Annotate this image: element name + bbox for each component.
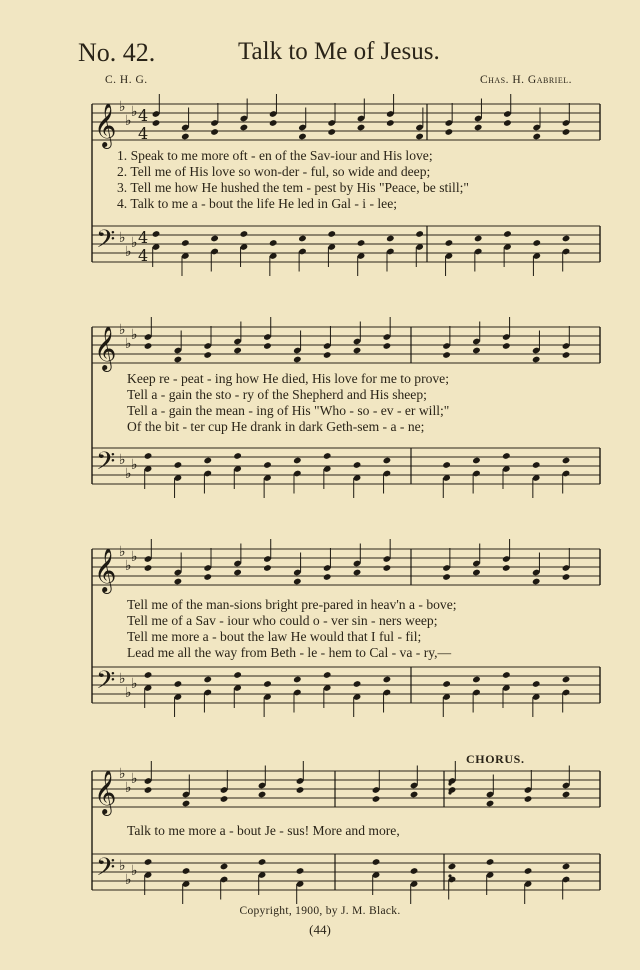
key-flat-icon: ♭ [125,780,132,796]
time-signature-bottom: 4 [138,246,149,265]
notehead [472,457,481,465]
notehead [263,680,272,688]
notehead [296,786,305,794]
notehead [152,230,161,238]
notehead [442,461,451,469]
notehead [502,342,511,350]
notehead [323,573,332,581]
lyric-line: Keep re - peat - ing how He died, His love for me to prove; [127,371,449,386]
notehead [524,795,533,803]
notehead [263,564,272,572]
copyright: Copyright, 1900, by J. M. Black. [239,905,401,917]
key-flat-icon: ♭ [125,558,132,574]
notehead [293,676,302,684]
notehead [383,564,392,572]
notehead [532,133,541,141]
notehead [203,676,212,684]
notehead [174,356,183,364]
treble-clef-icon: 𝄞 [94,770,117,814]
notehead [474,124,483,132]
notehead [233,452,242,460]
notehead [353,569,362,577]
key-flat-icon: ♭ [119,452,126,468]
chorus-label: CHORUS. [466,752,525,766]
key-flat-icon: ♭ [119,230,126,246]
treble-clef-icon: 𝄞 [94,326,117,370]
notehead [323,351,332,359]
notehead [503,230,512,238]
notehead [174,680,183,688]
notehead [502,564,511,572]
notehead [203,573,212,581]
lyric-line: Tell a - gain the mean - ing of His "Who - so - ev - er will;" [127,403,450,418]
notehead [203,351,212,359]
notehead [445,239,454,247]
notehead [323,671,332,679]
key-flat-icon: ♭ [125,685,132,701]
notehead [442,573,451,581]
treble-clef-icon: 𝄞 [94,548,117,592]
notehead [233,671,242,679]
lyric-line: 4. Talk to me a - bout the life He led in Gal - i - lee; [117,196,398,211]
notehead [144,342,153,350]
notehead [386,119,395,127]
notehead [472,569,481,577]
notehead [327,128,336,136]
notehead [203,457,212,465]
bass-clef-icon: 𝄢 [96,447,116,482]
notehead [296,867,305,875]
notehead [445,128,454,136]
lyric-line: 2. Tell me of His love so won-der - ful, so wide and deep; [117,164,431,179]
notehead [174,578,183,586]
notehead [386,235,395,243]
key-flat-icon: ♭ [125,466,132,482]
notehead [562,676,571,684]
notehead [323,452,332,460]
notehead [210,235,219,243]
notehead [532,356,541,364]
notehead [410,867,419,875]
lyric-line: Talk to me more a - bout Je - sus! More and more, [127,823,400,838]
notehead [383,457,392,465]
notehead [240,124,249,132]
notehead [372,858,381,866]
notehead [502,452,511,460]
lyric-line: Lead me all the way from Beth - le - hem to Cal - va - ry,— [127,645,452,660]
notehead [293,457,302,465]
notehead [298,235,307,243]
notehead [503,119,512,127]
notehead [327,230,336,238]
notehead [144,858,153,866]
notehead [269,239,278,247]
notehead [472,676,481,684]
notehead [263,461,272,469]
hymn-title: Talk to Me of Jesus. [238,38,440,65]
key-flat-icon: ♭ [131,104,138,120]
key-flat-icon: ♭ [125,244,132,260]
notehead [562,351,571,359]
notehead [415,133,424,141]
key-flat-icon: ♭ [119,766,126,782]
notehead [293,356,302,364]
time-signature-bottom: 4 [138,124,149,143]
notehead [383,342,392,350]
notehead [182,867,191,875]
notehead [383,676,392,684]
time-signature-top: 4 [138,106,149,125]
notehead [220,863,229,871]
notehead [532,239,541,247]
music-credit: Chas. H. Gabriel. [479,74,572,86]
notehead [562,235,571,243]
notehead [372,795,381,803]
bass-clef-icon: 𝄢 [96,225,116,260]
notehead [562,791,571,799]
notehead [415,230,424,238]
notehead [353,461,362,469]
notehead [562,128,571,136]
notehead [144,564,153,572]
notehead [442,680,451,688]
notehead [502,671,511,679]
notehead [233,569,242,577]
lyric-line: Of the bit - ter cup He drank in dark Geth-sem - a - ne; [127,419,425,434]
key-flat-icon: ♭ [119,99,126,115]
notehead [472,347,481,355]
time-signature-top: 4 [138,228,149,247]
notehead [474,235,483,243]
lyric-line: Tell a - gain the sto - ry of the Shepherd and His sheep; [127,387,427,402]
notehead [220,795,229,803]
notehead [298,133,307,141]
notehead [263,342,272,350]
key-flat-icon: ♭ [131,863,138,879]
notehead [524,867,533,875]
notehead [258,791,267,799]
lyric-line: Tell me of the man-sions bright pre-pared in heav'n a - bove; [127,597,457,612]
repeat-dot [448,865,451,868]
key-flat-icon: ♭ [131,549,138,565]
key-flat-icon: ♭ [131,327,138,343]
notehead [144,452,153,460]
repeat-dot [448,874,451,877]
key-flat-icon: ♭ [119,671,126,687]
notehead [353,680,362,688]
notehead [181,133,190,141]
key-flat-icon: ♭ [119,544,126,560]
key-flat-icon: ♭ [131,771,138,787]
lyric-line: 1. Speak to me more oft - en of the Sav-iour and His love; [117,148,433,163]
notehead [144,671,153,679]
key-flat-icon: ♭ [131,235,138,251]
key-flat-icon: ♭ [125,872,132,888]
notehead [562,863,571,871]
key-flat-icon: ♭ [119,322,126,338]
notehead [293,578,302,586]
notehead [353,347,362,355]
notehead [486,858,495,866]
hymn-number: No. 42. [78,38,156,67]
notehead [269,119,278,127]
notehead [233,347,242,355]
notehead [181,239,190,247]
lyric-line: 3. Tell me how He hushed the tem - pest by His "Peace, be still;" [117,180,469,195]
notehead [174,461,183,469]
notehead [258,858,267,866]
notehead [562,457,571,465]
treble-clef-icon: 𝄞 [94,103,117,147]
notehead [357,124,366,132]
key-flat-icon: ♭ [119,858,126,874]
bass-clef-icon: 𝄢 [96,666,116,701]
notehead [240,230,249,238]
words-credit: C. H. G. [105,74,148,86]
repeat-dot [448,782,451,785]
page-number: (44) [309,922,331,937]
notehead [210,128,219,136]
notehead [144,786,153,794]
key-flat-icon: ♭ [125,336,132,352]
notehead [152,119,161,127]
notehead [182,800,191,808]
notehead [562,573,571,581]
notehead [532,680,541,688]
key-flat-icon: ♭ [125,113,132,129]
notehead [532,578,541,586]
repeat-dot [448,791,451,794]
notehead [532,461,541,469]
notehead [410,791,419,799]
notehead [357,239,366,247]
notehead [486,800,495,808]
key-flat-icon: ♭ [131,676,138,692]
key-flat-icon: ♭ [131,457,138,473]
lyric-line: Tell me of a Sav - iour who could o - ver sin - ners weep; [127,613,438,628]
bass-clef-icon: 𝄢 [96,853,116,888]
notehead [442,351,451,359]
lyric-line: Tell me more a - bout the law He would that I ful - fil; [127,629,422,644]
